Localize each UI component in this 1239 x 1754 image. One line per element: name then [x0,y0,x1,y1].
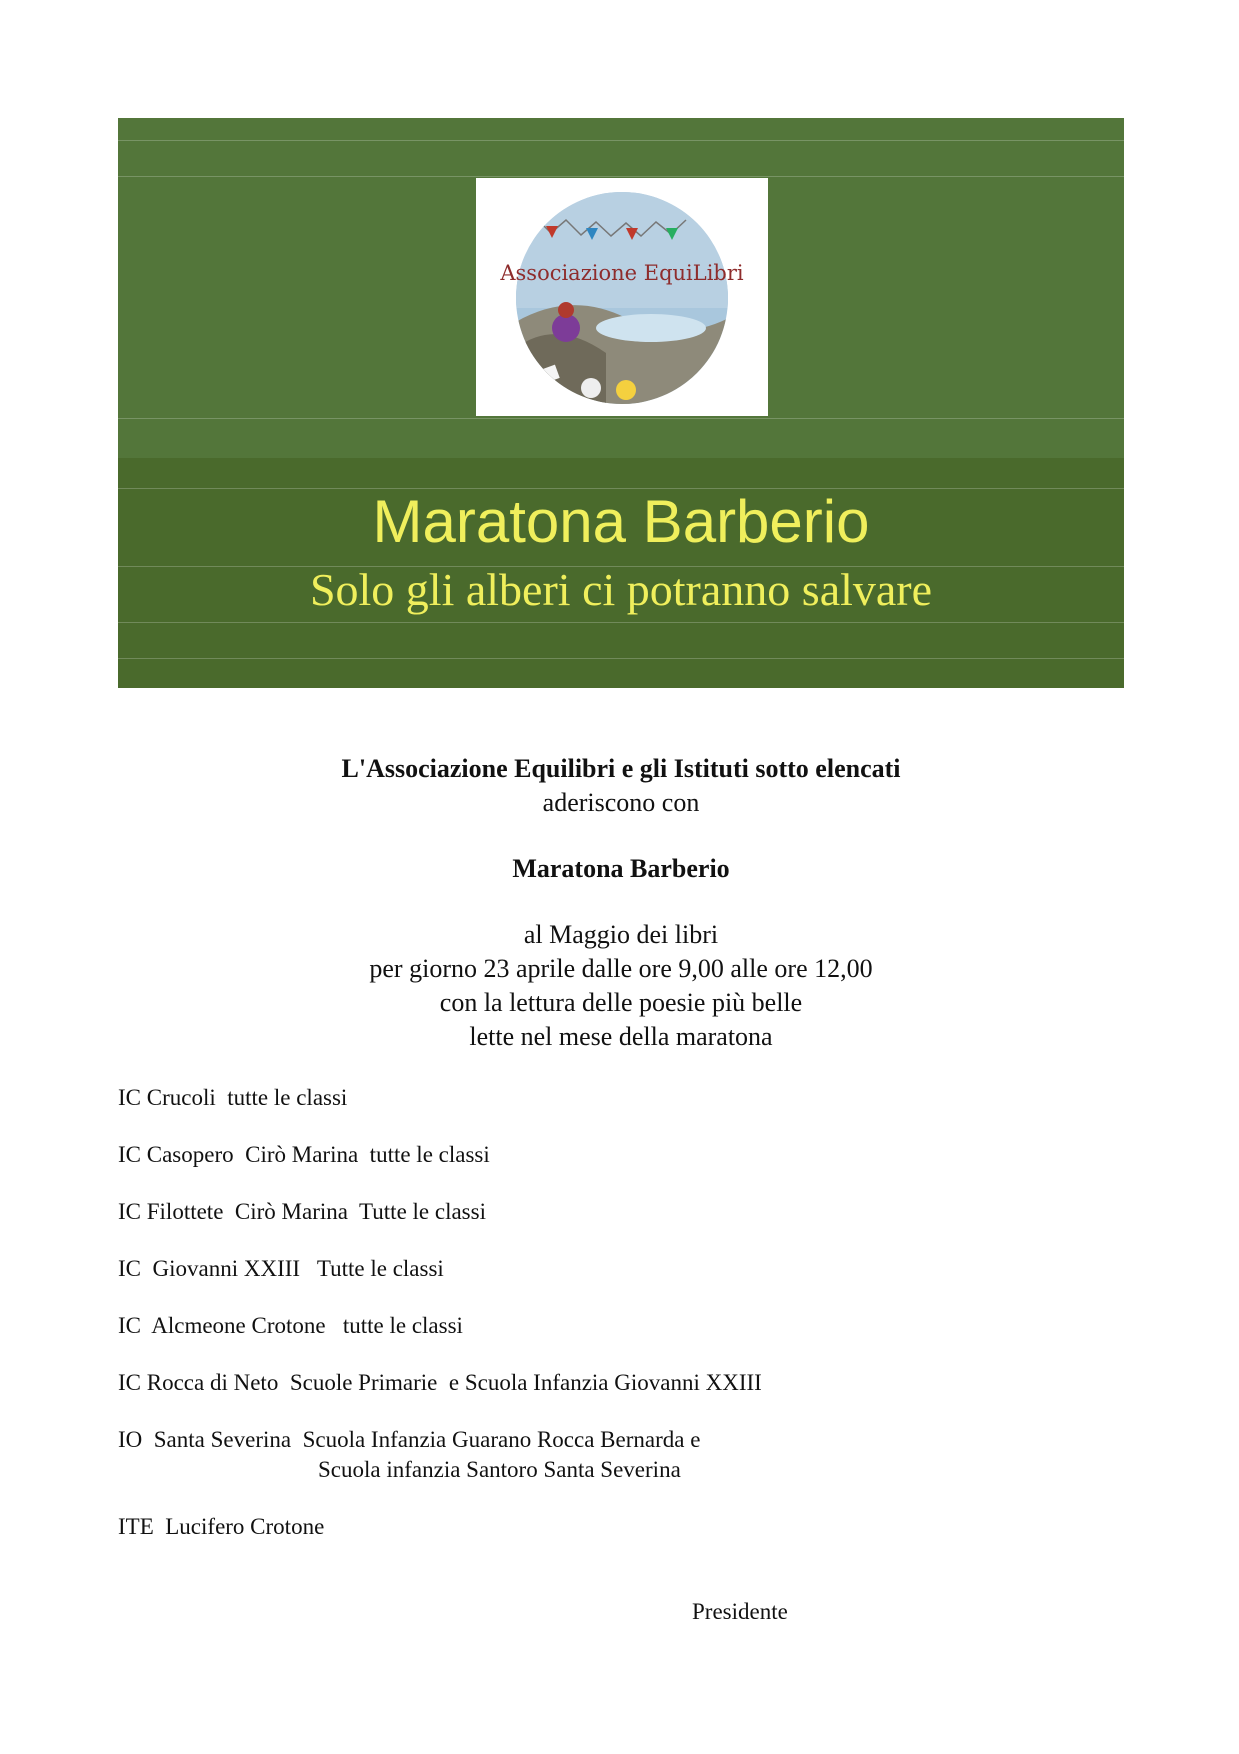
intro-heading: L'Associazione Equilibri e gli Istituti sotto elencati [341,754,901,783]
association-logo [476,178,768,416]
list-item: IC Casopero Cirò Marina tutte le classi [118,1142,490,1167]
event-detail: al Maggio dei libri [523,920,719,949]
list-item-continuation: Scuola infanzia Santoro Santa Severina [318,1457,681,1482]
logo-lettering: Associazione EquiLibri [500,261,744,285]
event-detail: lette nel mese della maratona [469,1022,773,1051]
event-banner [118,118,1124,688]
list-item: IC Rocca di Neto Scuole Primarie e Scuola Infanzia Giovanni XXIII [118,1370,762,1395]
banner-subtitle: Solo gli alberi ci potranno salvare [309,564,933,615]
list-item: IC Filottete Cirò Marina Tutte le classi [118,1199,486,1224]
signature-label: Presidente [692,1599,788,1624]
list-item: IO Santa Severina Scuola Infanzia Guarano Rocca Bernarda e Scuola infanzia Santoro Santa Severina [118,1425,762,1485]
school-list [118,1083,762,1569]
banner-title: Maratona Barberio [372,488,870,555]
list-item: IC Alcmeone Crotone tutte le classi [118,1313,463,1338]
intro-line: aderiscono con [542,788,700,817]
list-item: IC Giovanni XXIII Tutte le classi [118,1256,444,1281]
list-item: IC Crucoli tutte le classi [118,1085,348,1110]
event-detail: per giorno 23 aprile dalle ore 9,00 alle ore 12,00 [369,954,873,983]
list-item: ITE Lucifero Crotone [118,1514,325,1539]
event-detail: con la lettura delle poesie più belle [439,988,803,1017]
event-name: Maratona Barberio [512,854,730,883]
